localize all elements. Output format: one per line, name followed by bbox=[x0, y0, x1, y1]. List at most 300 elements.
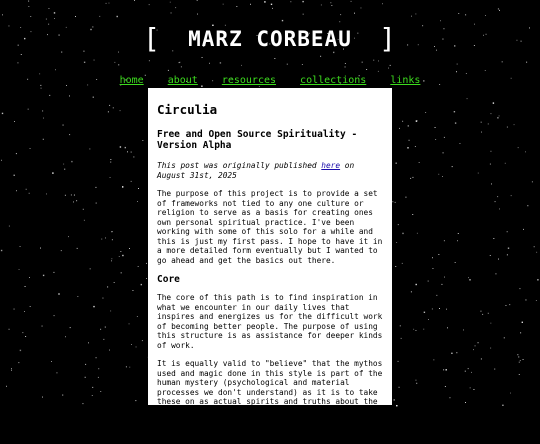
star bbox=[131, 152, 132, 153]
star bbox=[89, 149, 90, 150]
star bbox=[112, 239, 113, 240]
star bbox=[125, 147, 126, 148]
star bbox=[202, 57, 203, 58]
star bbox=[481, 311, 482, 312]
star bbox=[107, 287, 108, 288]
star bbox=[321, 5, 322, 6]
star bbox=[438, 174, 439, 175]
star bbox=[416, 284, 417, 285]
star bbox=[114, 62, 115, 63]
star bbox=[9, 329, 10, 330]
star bbox=[9, 226, 10, 227]
star bbox=[149, 4, 150, 5]
star bbox=[109, 105, 110, 106]
star bbox=[442, 284, 443, 285]
star bbox=[57, 372, 58, 373]
star bbox=[241, 65, 242, 66]
star bbox=[1, 250, 2, 251]
star bbox=[46, 19, 47, 20]
star bbox=[250, 4, 251, 5]
star bbox=[491, 113, 492, 114]
star bbox=[14, 175, 15, 176]
star bbox=[413, 177, 414, 178]
article-panel bbox=[148, 88, 392, 444]
star bbox=[84, 62, 85, 63]
star bbox=[175, 7, 176, 8]
star bbox=[490, 348, 491, 349]
star bbox=[468, 277, 469, 278]
star bbox=[488, 313, 489, 314]
star bbox=[362, 62, 363, 63]
star bbox=[11, 368, 12, 369]
star bbox=[456, 352, 457, 353]
star bbox=[491, 184, 492, 185]
star bbox=[274, 58, 275, 59]
star bbox=[109, 3, 110, 4]
star bbox=[416, 120, 417, 121]
star bbox=[29, 193, 30, 194]
star bbox=[18, 362, 19, 363]
star bbox=[481, 132, 482, 133]
star bbox=[390, 65, 391, 66]
star bbox=[30, 306, 31, 307]
star bbox=[118, 64, 119, 65]
star bbox=[507, 254, 508, 255]
star bbox=[435, 127, 436, 128]
star bbox=[2, 113, 3, 114]
star bbox=[373, 60, 374, 61]
star bbox=[411, 16, 412, 17]
nav-link-collections[interactable]: collections bbox=[300, 75, 367, 86]
star bbox=[24, 311, 25, 312]
star bbox=[395, 266, 396, 267]
star bbox=[415, 146, 416, 147]
star bbox=[423, 329, 424, 330]
star bbox=[43, 139, 44, 140]
star bbox=[84, 220, 85, 221]
star bbox=[131, 344, 132, 345]
star bbox=[120, 146, 121, 147]
star bbox=[141, 284, 142, 285]
star bbox=[100, 329, 101, 330]
star bbox=[54, 18, 55, 19]
star bbox=[416, 330, 417, 331]
star bbox=[77, 296, 78, 297]
star bbox=[51, 361, 52, 362]
star bbox=[455, 262, 456, 263]
star bbox=[69, 134, 70, 135]
star bbox=[126, 366, 127, 367]
star bbox=[354, 13, 355, 14]
star bbox=[435, 139, 436, 140]
section-heading-core: Core bbox=[157, 274, 180, 285]
star bbox=[117, 16, 118, 17]
star bbox=[93, 306, 94, 307]
star bbox=[534, 246, 535, 247]
star bbox=[444, 240, 445, 241]
star bbox=[120, 251, 121, 252]
star bbox=[508, 248, 509, 249]
star bbox=[494, 369, 495, 370]
star bbox=[111, 258, 112, 259]
star bbox=[507, 127, 508, 128]
star bbox=[402, 263, 403, 264]
star bbox=[465, 402, 466, 403]
star bbox=[468, 368, 469, 369]
star bbox=[408, 125, 409, 126]
star bbox=[525, 151, 526, 152]
star bbox=[49, 95, 50, 96]
star bbox=[179, 62, 180, 63]
star bbox=[70, 327, 71, 328]
star bbox=[62, 395, 63, 396]
star bbox=[42, 326, 43, 327]
star bbox=[504, 337, 505, 338]
star bbox=[168, 70, 169, 71]
star bbox=[396, 242, 397, 243]
star bbox=[30, 148, 31, 149]
star bbox=[101, 239, 102, 240]
star bbox=[146, 278, 147, 279]
star bbox=[55, 69, 56, 70]
star bbox=[303, 14, 304, 15]
star bbox=[424, 312, 425, 313]
star bbox=[114, 282, 115, 283]
star bbox=[469, 279, 470, 280]
star bbox=[110, 177, 111, 178]
star bbox=[16, 190, 17, 191]
star bbox=[518, 147, 519, 148]
star bbox=[478, 173, 479, 174]
star bbox=[465, 14, 466, 15]
star bbox=[402, 121, 403, 122]
star bbox=[110, 311, 111, 312]
star bbox=[451, 353, 452, 354]
star bbox=[456, 71, 457, 72]
star bbox=[413, 329, 414, 330]
star bbox=[54, 272, 55, 273]
star bbox=[458, 233, 459, 234]
star bbox=[416, 383, 417, 384]
star bbox=[287, 64, 288, 65]
star bbox=[75, 16, 76, 17]
star bbox=[394, 399, 395, 400]
star bbox=[96, 187, 97, 188]
star bbox=[209, 63, 210, 64]
star bbox=[40, 248, 41, 249]
star bbox=[26, 189, 27, 190]
star bbox=[90, 268, 91, 269]
meta-suffix: on August 31st, 2025 bbox=[157, 161, 355, 180]
star bbox=[54, 12, 55, 13]
star bbox=[399, 387, 400, 388]
star bbox=[407, 147, 408, 148]
star bbox=[438, 254, 439, 255]
star bbox=[467, 98, 468, 99]
star bbox=[111, 260, 112, 261]
star bbox=[447, 327, 448, 328]
star bbox=[495, 201, 496, 202]
star bbox=[401, 338, 402, 339]
star bbox=[497, 196, 498, 197]
star bbox=[443, 152, 444, 153]
star bbox=[181, 66, 182, 67]
star bbox=[106, 3, 107, 4]
star bbox=[457, 64, 458, 65]
star bbox=[410, 178, 411, 179]
core-paragraph-1: The core of this path is to find inspiration in what we encounter in our daily lives that inspires and energizes us for the difficult work of becoming better people. The purpose of using this structure is as assistance for deeper kinds of work. bbox=[157, 293, 383, 350]
star bbox=[105, 238, 106, 239]
star bbox=[340, 14, 341, 15]
star bbox=[433, 359, 434, 360]
star bbox=[103, 339, 104, 340]
star bbox=[122, 255, 123, 256]
star bbox=[20, 246, 21, 247]
star bbox=[112, 231, 113, 232]
star bbox=[396, 163, 397, 164]
star bbox=[485, 70, 486, 71]
star bbox=[77, 248, 78, 249]
star bbox=[65, 336, 66, 337]
star bbox=[497, 117, 498, 118]
star bbox=[452, 166, 453, 167]
star bbox=[171, 13, 172, 14]
star bbox=[129, 367, 130, 368]
star bbox=[22, 332, 23, 333]
star bbox=[378, 71, 379, 72]
star bbox=[490, 164, 491, 165]
star bbox=[133, 290, 134, 291]
star bbox=[302, 64, 303, 65]
star bbox=[11, 370, 12, 371]
star bbox=[493, 238, 494, 239]
star bbox=[519, 362, 520, 363]
star bbox=[523, 229, 524, 230]
star bbox=[85, 364, 86, 365]
star bbox=[20, 350, 21, 351]
star bbox=[443, 369, 444, 370]
star bbox=[110, 162, 111, 163]
star bbox=[396, 405, 397, 406]
star bbox=[92, 395, 93, 396]
star bbox=[502, 405, 503, 406]
star bbox=[41, 88, 42, 89]
star bbox=[446, 369, 447, 370]
star bbox=[444, 277, 445, 278]
star bbox=[481, 359, 482, 360]
star bbox=[463, 330, 464, 331]
star bbox=[28, 109, 29, 110]
nav-link-home[interactable]: home bbox=[119, 75, 144, 86]
star bbox=[14, 309, 15, 310]
star bbox=[138, 188, 139, 189]
star bbox=[470, 387, 471, 388]
star bbox=[507, 231, 508, 232]
star bbox=[30, 16, 31, 17]
star bbox=[482, 314, 483, 315]
star bbox=[402, 233, 403, 234]
star bbox=[302, 1, 303, 2]
nav-link-resources[interactable]: resources bbox=[221, 75, 277, 86]
core-paragraph-3: It's fine to mix and match across the spectrum of what you believe in. bbox=[157, 425, 373, 444]
star bbox=[520, 288, 521, 289]
star bbox=[264, 1, 265, 2]
star bbox=[68, 236, 69, 237]
star bbox=[510, 393, 511, 394]
original-post-link[interactable]: here bbox=[321, 161, 341, 170]
article-subtitle: Free and Open Source Spirituality - Version Alpha bbox=[157, 129, 358, 151]
star bbox=[49, 8, 50, 9]
intro-paragraph: The purpose of this project is to provide a set of frameworks not tied to any one culture or religion to serve as a basis for creating ones own personal spiritual practice. I've been working with some of this solo for a while and this is just my first pass. I hope to have it in a more detailed form eventually but I wanted to go ahead and get the basics out there. bbox=[157, 189, 383, 265]
star bbox=[16, 153, 17, 154]
star bbox=[29, 277, 30, 278]
star bbox=[100, 391, 101, 392]
star bbox=[110, 159, 111, 160]
star bbox=[14, 121, 15, 122]
star bbox=[259, 86, 260, 87]
star bbox=[505, 163, 506, 164]
star bbox=[330, 2, 331, 3]
star bbox=[134, 0, 135, 1]
star bbox=[498, 259, 499, 260]
star bbox=[517, 354, 518, 355]
star bbox=[149, 60, 150, 61]
star bbox=[131, 181, 132, 182]
star bbox=[398, 224, 399, 225]
title-bracket-close: ] bbox=[379, 22, 398, 55]
star bbox=[455, 122, 456, 123]
star bbox=[378, 61, 379, 62]
star bbox=[133, 157, 134, 158]
star bbox=[465, 371, 466, 372]
star bbox=[388, 68, 389, 69]
site-title bbox=[0, 22, 540, 55]
star bbox=[361, 8, 362, 9]
star bbox=[345, 63, 346, 64]
star bbox=[481, 122, 482, 123]
star bbox=[499, 116, 500, 117]
star bbox=[122, 186, 123, 187]
star bbox=[73, 202, 74, 203]
star bbox=[96, 203, 97, 204]
main-nav bbox=[0, 75, 540, 86]
star bbox=[98, 368, 99, 369]
star bbox=[511, 195, 512, 196]
star bbox=[419, 162, 420, 163]
star bbox=[411, 291, 412, 292]
star bbox=[436, 295, 437, 296]
star bbox=[127, 151, 128, 152]
star bbox=[382, 3, 383, 4]
star bbox=[475, 345, 476, 346]
star bbox=[392, 201, 393, 202]
star bbox=[491, 151, 492, 152]
star bbox=[506, 305, 507, 306]
star bbox=[417, 233, 418, 234]
star bbox=[146, 263, 147, 264]
star bbox=[1, 160, 2, 161]
star bbox=[42, 111, 43, 112]
star bbox=[444, 137, 445, 138]
star bbox=[496, 273, 497, 274]
star bbox=[170, 2, 171, 3]
star bbox=[43, 275, 44, 276]
star bbox=[119, 256, 120, 257]
star bbox=[28, 6, 29, 7]
star bbox=[28, 1, 29, 2]
star bbox=[63, 164, 64, 165]
star bbox=[432, 257, 433, 258]
star bbox=[536, 252, 537, 253]
star bbox=[271, 4, 272, 5]
star bbox=[25, 336, 26, 337]
star bbox=[93, 97, 94, 98]
star bbox=[94, 60, 95, 61]
star bbox=[46, 194, 47, 195]
star bbox=[136, 347, 137, 348]
star bbox=[395, 202, 396, 203]
star bbox=[458, 13, 459, 14]
star bbox=[526, 62, 527, 63]
star bbox=[425, 112, 426, 113]
site-name: MARZ CORBEAU bbox=[188, 27, 352, 51]
star bbox=[366, 69, 367, 70]
star bbox=[71, 161, 72, 162]
star bbox=[536, 300, 537, 301]
star bbox=[345, 67, 346, 68]
star bbox=[99, 16, 100, 17]
star bbox=[537, 279, 538, 280]
star bbox=[490, 323, 491, 324]
star bbox=[432, 309, 433, 310]
star bbox=[85, 377, 86, 378]
star bbox=[331, 5, 332, 6]
article-title: Circulia bbox=[157, 102, 218, 117]
post-meta bbox=[157, 161, 383, 180]
star bbox=[502, 61, 503, 62]
star bbox=[179, 62, 180, 63]
title-bracket-open: [ bbox=[142, 22, 161, 55]
star bbox=[43, 118, 44, 119]
star bbox=[498, 9, 499, 10]
nav-link-links[interactable]: links bbox=[390, 75, 421, 86]
star bbox=[105, 327, 106, 328]
star bbox=[25, 286, 26, 287]
star bbox=[290, 1, 291, 2]
star bbox=[54, 315, 55, 316]
star bbox=[142, 340, 143, 341]
star bbox=[71, 195, 72, 196]
star bbox=[52, 172, 53, 173]
star bbox=[478, 342, 479, 343]
star bbox=[454, 111, 455, 112]
star bbox=[76, 200, 77, 201]
star bbox=[197, 0, 198, 1]
star bbox=[439, 308, 440, 309]
star bbox=[236, 6, 237, 7]
star bbox=[466, 73, 467, 74]
star bbox=[6, 386, 7, 387]
star bbox=[400, 325, 401, 326]
star bbox=[485, 15, 486, 16]
star bbox=[488, 124, 489, 125]
star bbox=[58, 293, 59, 294]
nav-link-about[interactable]: about bbox=[167, 75, 198, 86]
star bbox=[514, 124, 515, 125]
star bbox=[223, 4, 224, 5]
star bbox=[473, 349, 474, 350]
star bbox=[412, 214, 413, 215]
